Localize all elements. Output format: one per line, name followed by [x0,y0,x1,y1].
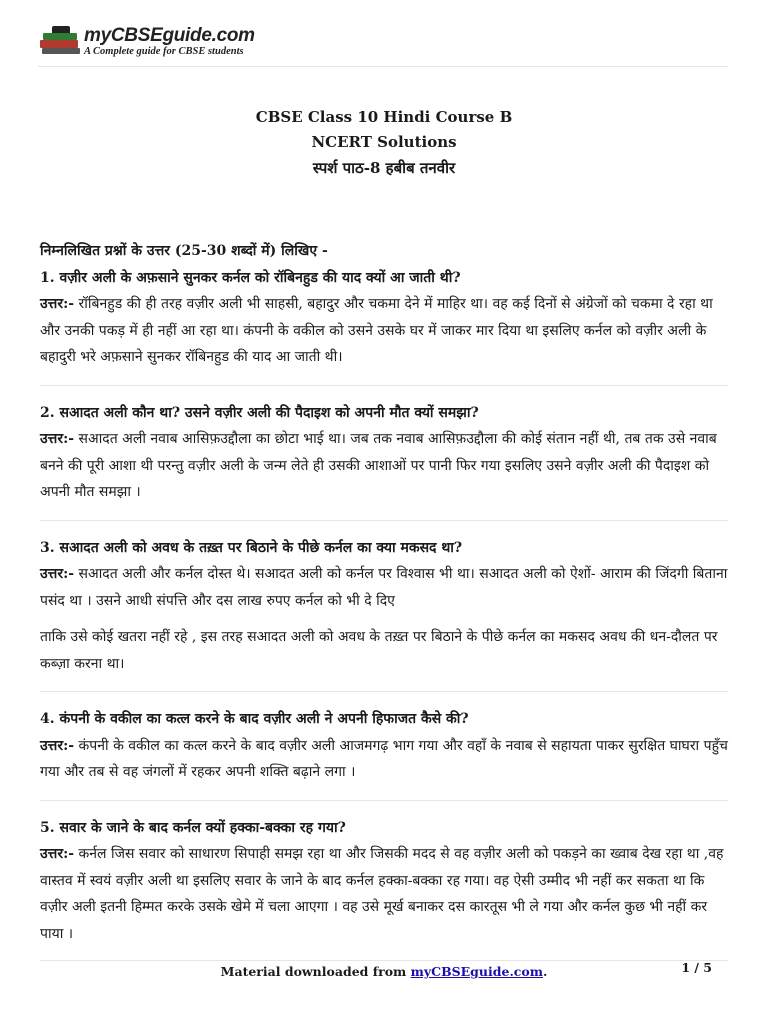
chapter-title: स्पर्श पाठ-8 हबीब तनवीर [312,159,456,177]
doc-title: CBSE Class 10 Hindi Course B [255,108,513,126]
footer-divider [40,960,728,961]
answer-3 [40,561,728,614]
answer-text: कंपनी के वकील का कत्ल करने के बाद वज़ीर अली आजमगढ़ भाग गया और वहाँ के नवाब से सहायता पाकर सुरक्षित घाघरा पहुँच गया और तब से वह जंगलों में रहकर अपनी शक्ति बढ़ाने लगा । [40,737,728,780]
page-header [38,26,728,66]
divider [40,385,728,386]
books-logo-icon [38,26,82,56]
answer-label: उत्तर:- [40,296,75,312]
page-footer [0,964,768,979]
header-divider [38,66,728,67]
brand-logo[interactable] [38,26,728,58]
brand-name: myCBSEguide.com [84,25,255,46]
page-number: 1 / 5 [681,960,712,975]
answer-5 [40,841,728,947]
instructions: निम्नलिखित प्रश्नों के उत्तर (25-30 शब्दों में) लिखिए - [40,243,328,259]
answer-label: उत्तर:- [40,566,75,582]
doc-subtitle: NCERT Solutions [311,133,457,151]
question-4: 4. कंपनी के वकील का कत्ल करने के बाद वज़ीर अली ने अपनी हिफाजत कैसे की? [40,711,469,727]
divider [40,691,728,692]
answer-label: उत्तर:- [40,431,75,447]
question-5: 5. सवार के जाने के बाद कर्नल क्यों हक्का-बक्का रह गया? [40,819,346,836]
brand-tagline: A Complete guide for CBSE students [84,46,244,57]
question-3: 3. सआदत अली को अवध के तख़्त पर बिठाने के पीछे कर्नल का क्या मकसद था? [40,539,463,556]
answer-label: उत्तर:- [40,846,75,862]
answer-text: सआदत अली और कर्नल दोस्त थे। सआदत अली को कर्नल पर विश्वास भी था। सआदत अली को ऐशों- आराम की जिंदगी बिताना पसंद था । उसने आधी संपत्ति और दस लाख रुपए कर्नल को भी दे दिए [40,566,728,609]
question-1: 1. वज़ीर अली के अफ़साने सुनकर कर्नल को रॉबिनहुड की याद क्यों आ जाती थी? [40,269,461,286]
answer-text: सआदत अली नवाब आसिफ़उद्दौला का छोटा भाई था। जब तक नवाब आसिफ़उद्दौला की कोई संतान नहीं थी, तब तक उसे नवाब बनने की पूरी आशा थी परन्तु वज़ीर अली के जन्म लेते ही उसकी आशाओं पर पानी फिर गया इसलिए उसने वज़ीर अली की पैदाइश को अपनी मौत समझा । [40,431,717,500]
answer-1 [40,291,728,371]
answer-4 [40,733,728,786]
divider [40,800,728,801]
answer-text: रॉबिनहुड की ही तरह वज़ीर अली भी साहसी, बहादुर और चकमा देने में माहिर था। वह कई दिनों से अंग्रेजों को चकमा दे रहा था और उनकी पकड़ में ही नहीं आ रहा था। कंपनी के वकील को उसने उसके घर में जाकर मार दिया था इसलिए कर्नल को वज़ीर अली के बहादुरी भरे अफ़साने सुनकर रॉबिनहुड की याद आ जाती थी। [40,296,713,365]
divider [40,520,728,521]
footer-prefix: Material downloaded from [220,964,411,979]
answer-label: उत्तर:- [40,737,75,754]
qa-content [40,238,728,947]
question-2: 2. सआदत अली कौन था? उसने वज़ीर अली की पैदाइश को अपनी मौत क्यों समझा? [40,404,479,421]
footer-suffix: . [542,964,548,979]
answer-2 [40,426,728,506]
answer-text: कर्नल जिस सवार को साधारण सिपाही समझ रहा था और जिसकी मदद से वह वज़ीर अली को पकड़ने का ख्वाब देख रहा था ,वह वास्तव में स्वयं वज़ीर अली था इसलिए सवार के जाने के बाद कर्नल हक्का-बक्का रह गया। वह ऐसी उम्मीद भी नहीं कर सकता था कि वज़ीर अली इतनी हिम्मत करके उसके खेमे में चला आएगा । वह उसे मूर्ख बनाकर दस कारतूस भी ले गया और कर्नल कुछ भी नहीं कर पाया । [40,846,724,942]
footer-link[interactable]: myCBSEguide.com [410,964,543,979]
answer-3-continued: ताकि उसे कोई खतरा नहीं रहे , इस तरह सआदत अली को अवध के तख़्त पर बिठाने के पीछे कर्नल का मकसद अवध की धन-दौलत पर कब्ज़ा करना था। [40,629,718,672]
